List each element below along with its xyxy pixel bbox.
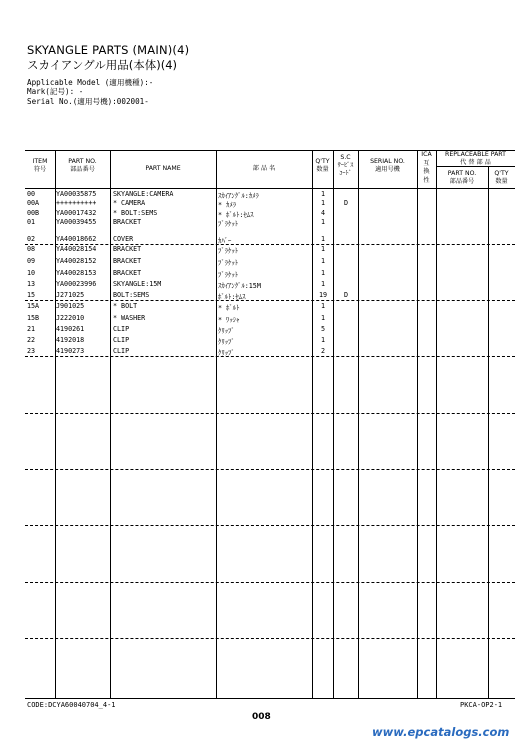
- row-sc: D: [343, 199, 349, 208]
- col-divider: [488, 166, 489, 698]
- row-part-name: BRACKET: [113, 218, 142, 227]
- row-item: 15: [27, 291, 36, 299]
- row-part-name: SKYANGLE:CAMERA: [113, 190, 174, 198]
- row-part-name: SKYANGLE:15M: [113, 280, 162, 288]
- row-jp-name: ﾎﾞﾙﾄ:ｾﾑｽ: [218, 293, 246, 301]
- header-rep-part-no-jp: 部品番号: [449, 178, 475, 185]
- row-part-no: 4190273: [56, 346, 85, 355]
- row-separator: [25, 582, 515, 583]
- col-divider: [55, 150, 56, 698]
- header-serial: [358, 158, 417, 174]
- row-jp-name: ﾌﾞﾗｹｯﾄ: [218, 247, 239, 255]
- header-qty-jp: 数量: [316, 166, 329, 173]
- row-item: 08: [27, 245, 36, 253]
- row-item: 01: [27, 218, 36, 227]
- header-service-code: [333, 154, 358, 178]
- row-part-no: ++++++++++: [56, 199, 97, 208]
- header-ica-jp1: 互: [423, 159, 430, 167]
- row-jp-name: ﾌﾞﾗｹｯﾄ: [218, 259, 239, 267]
- row-qty: 5: [320, 325, 326, 333]
- header-ica-jp2: 換: [423, 168, 430, 175]
- row-jp-name: ｶﾊﾞｰ: [218, 236, 232, 245]
- row-jp-name: ｸﾘｯﾌﾟ: [218, 327, 235, 335]
- row-part-name: BRACKET: [113, 257, 142, 265]
- mark: Mark(記号): -: [27, 87, 84, 96]
- row-qty: 1: [320, 302, 326, 310]
- row-jp-name: ｽｶｲｱﾝｸﾞﾙ:ｶﾒﾗ: [218, 192, 259, 200]
- header-part-name: PART NAME: [145, 165, 181, 172]
- row-part-no: YA40018662: [56, 234, 97, 243]
- row-jp-name: * ﾎﾞﾙﾄ:ｾﾑｽ: [218, 210, 254, 219]
- row-part-no: YA00039455: [56, 218, 97, 227]
- col-divider: [216, 150, 217, 698]
- row-qty: 19: [318, 291, 328, 299]
- row-item: 02: [27, 234, 36, 243]
- header-replaceable: [436, 151, 515, 167]
- row-qty: 1: [320, 336, 326, 344]
- row-qty: 2: [320, 346, 326, 355]
- header-item: [25, 158, 55, 174]
- row-part-name: BRACKET: [113, 245, 142, 253]
- row-jp-name: ｽｶｲｱﾝｸﾞﾙ:15M: [218, 282, 261, 290]
- row-item: 00A: [27, 199, 40, 208]
- row-qty: 1: [320, 190, 326, 198]
- header-bottom-line: [25, 188, 515, 189]
- header-item-en: ITEM: [32, 158, 48, 165]
- row-qty: 1: [320, 268, 326, 277]
- row-part-name: CLIP: [113, 325, 130, 333]
- doc-code: CODE:DCYA60040704_4-1: [27, 701, 116, 709]
- col-divider: [333, 150, 334, 698]
- row-part-name: * BOLT: [113, 302, 138, 310]
- row-part-no: J271025: [56, 291, 85, 299]
- header-ica: [417, 151, 436, 185]
- row-part-no: J222010: [56, 313, 85, 322]
- header-ica-en: ICA: [421, 151, 432, 158]
- row-sc: D: [343, 291, 349, 299]
- col-divider: [358, 150, 359, 698]
- header-part-no: [55, 158, 110, 174]
- header-replaceable-en: REPLACEABLE PART: [445, 151, 506, 158]
- row-part-name: BOLT:SEMS: [113, 291, 150, 299]
- row-qty: 1: [320, 234, 326, 243]
- row-item: 10: [27, 268, 36, 277]
- col-divider: [436, 150, 437, 698]
- row-jp-name: * ｶﾒﾗ: [218, 201, 237, 210]
- header-sc-jp2: ｺｰﾄﾞ: [339, 170, 352, 177]
- row-qty: 1: [320, 280, 326, 288]
- row-part-name: CLIP: [113, 336, 130, 344]
- header-ica-jp3: 性: [423, 176, 430, 184]
- row-separator: [25, 525, 515, 526]
- col-divider: [417, 150, 418, 698]
- row-separator: [25, 469, 515, 470]
- header-qty-en: Q'TY: [315, 158, 330, 165]
- header-part-no-jp: 部品番号: [70, 166, 95, 173]
- row-item: 13: [27, 280, 36, 288]
- row-qty: 4: [320, 208, 326, 217]
- header-serial-jp: 適用号機: [375, 166, 400, 173]
- row-part-no: YA00023996: [56, 280, 97, 288]
- row-jp-name: * ﾜｯｼｬ: [218, 315, 240, 324]
- header-qty: [312, 158, 333, 174]
- col-divider: [110, 150, 111, 698]
- header-part-no-en: PART NO.: [68, 158, 97, 165]
- row-jp-name: * ﾎﾞﾙﾄ: [218, 304, 240, 312]
- row-part-name: BRACKET: [113, 268, 142, 277]
- header-sc-jp1: ｻｰﾋﾞｽ: [337, 162, 354, 169]
- row-jp-name: ﾌﾞﾗｹｯﾄ: [218, 270, 239, 279]
- row-item: 00B: [27, 208, 40, 217]
- row-part-no: J901025: [56, 302, 85, 310]
- header-rep-qty: [488, 170, 515, 186]
- row-jp-name: ｸﾘｯﾌﾟ: [218, 338, 235, 346]
- applicable-model: Applicable Model (適用機種):-: [27, 78, 154, 87]
- header-rep-part-no: [436, 170, 488, 186]
- row-item: 23: [27, 346, 36, 355]
- row-part-no: 4190261: [56, 325, 85, 333]
- page-title: SKYANGLE PARTS (MAIN)(4): [27, 43, 190, 57]
- row-qty: 1: [320, 313, 326, 322]
- row-item: 21: [27, 325, 36, 333]
- serial-range: Serial No.(適用号機):002001-: [27, 97, 149, 106]
- row-item: 00: [27, 190, 36, 198]
- row-item: 09: [27, 257, 36, 265]
- row-part-no: 4192018: [56, 336, 85, 344]
- page-number: 008: [252, 712, 271, 722]
- row-separator: [25, 413, 515, 414]
- row-part-name: COVER: [113, 234, 134, 243]
- table-bottom-line: [25, 698, 515, 699]
- col-divider: [312, 150, 313, 698]
- page-title-jp: スカイアングル用品(本体)(4): [27, 58, 178, 72]
- watermark-link[interactable]: www.epcatalogs.com: [372, 725, 510, 739]
- row-qty: 1: [320, 199, 326, 208]
- row-item: 22: [27, 336, 36, 344]
- row-qty: 1: [320, 245, 326, 253]
- row-separator: [25, 638, 515, 639]
- header-serial-en: SERIAL NO.: [370, 158, 405, 165]
- row-jp-name: ｸﾘｯﾌﾟ: [218, 348, 235, 357]
- header-item-jp: 符号: [33, 166, 47, 173]
- header-sc-en: S.C: [340, 154, 351, 161]
- header-rep-part-no-en: PART NO.: [447, 170, 477, 177]
- row-part-no: YA40028154: [56, 245, 97, 253]
- row-part-no: YA00017432: [56, 208, 97, 217]
- header-rep-qty-en: Q'TY: [494, 170, 509, 177]
- row-qty: 1: [320, 257, 326, 265]
- row-part-no: YA40028152: [56, 257, 97, 265]
- row-part-name: CLIP: [113, 346, 130, 355]
- row-separator: [25, 244, 515, 245]
- row-item: 15A: [27, 302, 40, 310]
- row-separator: [25, 300, 515, 301]
- header-jp-name: 部 品 名: [252, 165, 276, 172]
- row-qty: 1: [320, 218, 326, 227]
- row-item: 15B: [27, 313, 40, 322]
- row-separator: [25, 356, 515, 357]
- header-rep-qty-jp: 数量: [495, 178, 508, 185]
- row-part-name: * CAMERA: [113, 199, 146, 208]
- row-part-name: * BOLT:SEMS: [113, 208, 158, 217]
- row-part-no: YA40028153: [56, 268, 97, 277]
- doc-ref: PKCA-OP2-1: [460, 701, 503, 709]
- row-part-name: * WASHER: [113, 313, 146, 322]
- row-jp-name: ﾌﾞﾗｹｯﾄ: [218, 220, 239, 229]
- row-part-no: YA00035875: [56, 190, 97, 198]
- header-replaceable-jp: 代 替 部 品: [460, 159, 491, 166]
